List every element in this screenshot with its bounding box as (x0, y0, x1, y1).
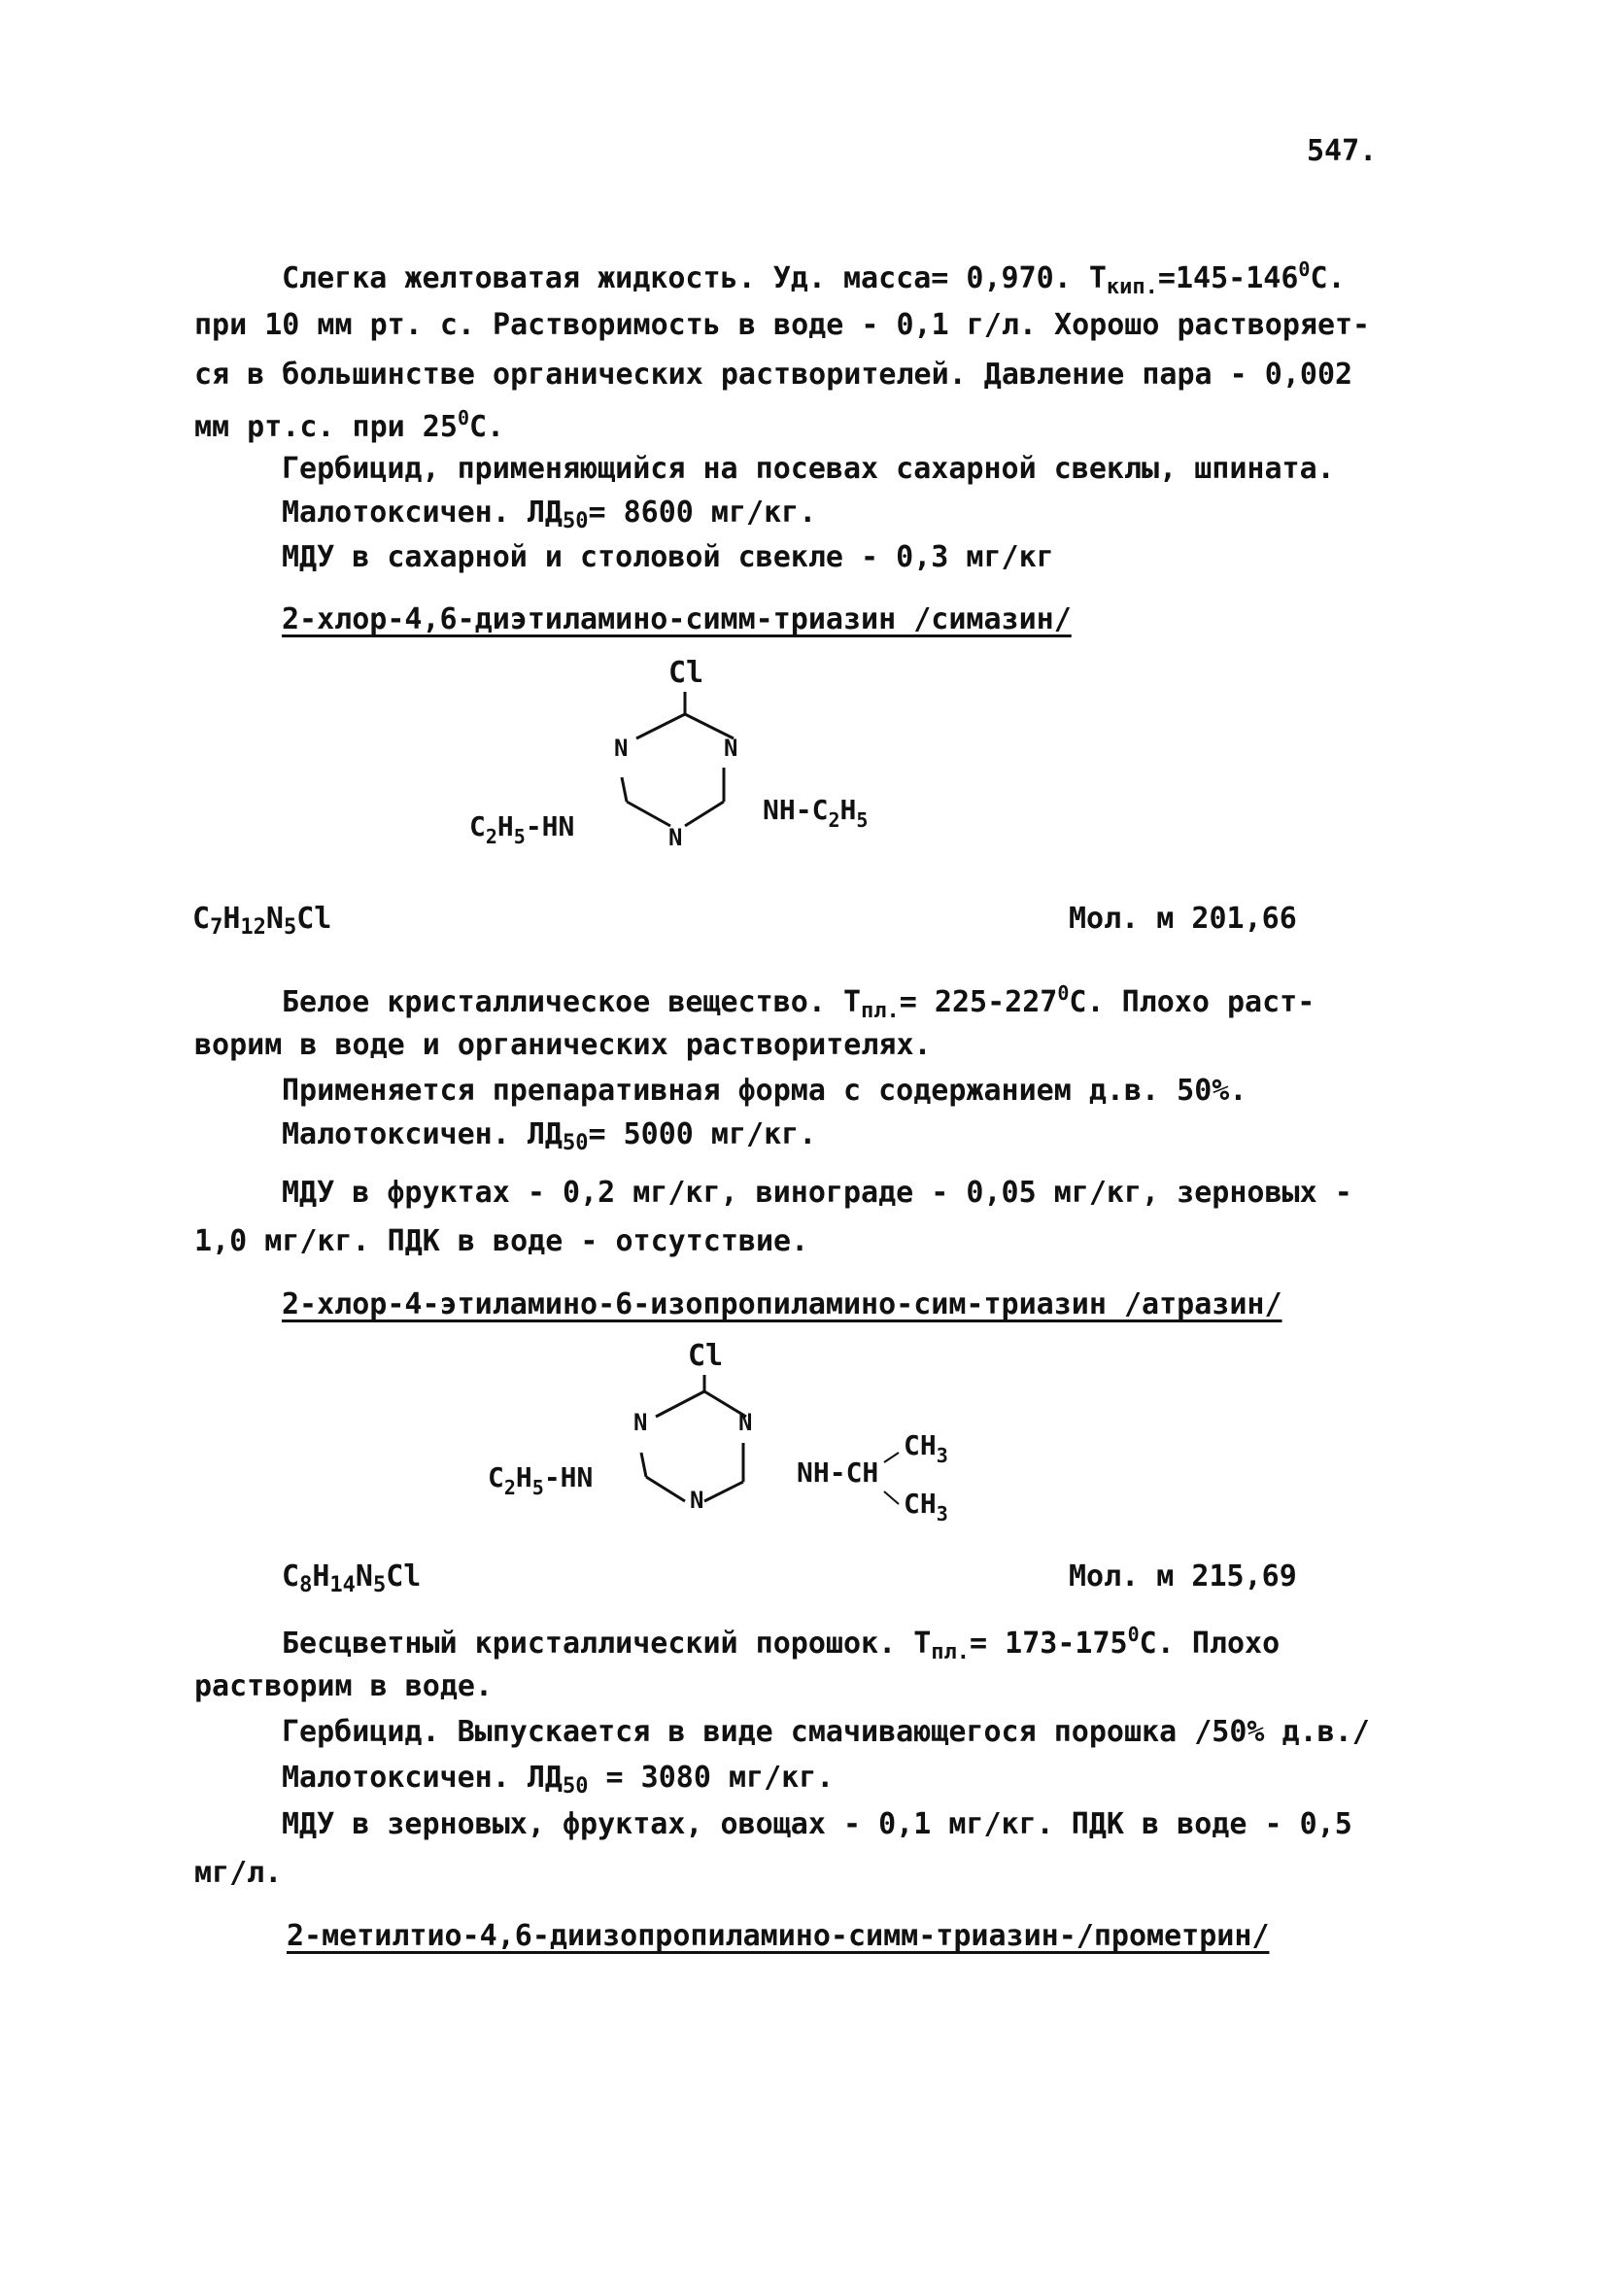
preamble-use: Гербицид, применяющийся на посевах сахарной свеклы, шпината. (282, 452, 1335, 486)
atrazine-desc-3: Гербицид. Выпускается в виде смачивающегося порошка /50% д.в./ (282, 1715, 1370, 1749)
simazine-cl: Cl (668, 656, 704, 690)
atrazine-desc-2: растворим в воде. (194, 1669, 494, 1703)
atrazine-ch3-lower: $CH_3$ (904, 1488, 948, 1525)
atrazine-pdk: мг/л. (194, 1856, 283, 1890)
preamble-mdu: МДУ в сахарной и столовой свекле - 0,3 мг/кг (282, 540, 1054, 574)
atrazine-right-substituent: NH-CH (797, 1456, 879, 1489)
atrazine-left-substituent: $C_2H_5-HN$ (488, 1461, 594, 1499)
simazine-desc-1: Белое кристаллическое вещество. $T_{пл.}= 225-227^0C$. Плохо раст- (282, 981, 1316, 1023)
simazine-pdk: 1,0 мг/кг. ПДК в воде - отсутствие. (194, 1224, 809, 1258)
simazine-mol-mass: Мол. м 201,66 (1069, 902, 1297, 936)
atrazine-toxicity: Малотоксичен. $ЛД_{50} = 3080$ мг/кг. (282, 1761, 835, 1799)
atrazine-n-left: N (633, 1409, 648, 1436)
atrazine-n-right: N (738, 1409, 753, 1436)
prometryn-heading: 2-метилтио-4,6-диизопропиламино-симм-триазин-/прометрин/ (287, 1919, 1270, 1953)
preamble-toxicity: Малотоксичен. $ЛД_{50}= 8600$ мг/кг. (282, 496, 817, 533)
preamble-line-1: Слегка желтоватая жидкость. Уд. масса= 0,970. $T_{кип.}=145-146^0C$. (282, 257, 1346, 299)
simazine-heading: 2-хлор-4,6-диэтиламино-симм-триазин /симазин/ (282, 602, 1072, 636)
preamble-line-2: при 10 мм рт. с. Растворимость в воде - 0,1 г/л. Хорошо растворяет- (194, 308, 1371, 342)
simazine-formula: $C_7H_{12}N_5Cl$ (192, 902, 332, 940)
atrazine-mol-mass: Мол. м 215,69 (1069, 1559, 1297, 1593)
simazine-n-right: N (724, 735, 738, 762)
preamble-line-4: мм рт.с. при $25^0C$. (194, 406, 505, 444)
simazine-left-substituent: $C_2H_5-HN$ (469, 810, 575, 848)
simazine-n-bottom: N (668, 824, 683, 851)
atrazine-desc-1: Бесцветный кристаллический порошок. $T_{пл.}= 173-175^0C$. Плохо (282, 1623, 1281, 1664)
simazine-n-left: N (614, 735, 629, 762)
atrazine-cl: Cl (688, 1339, 724, 1373)
preamble-line-3: ся в большинстве органических растворителей. Давление пара - 0,002 (194, 358, 1353, 392)
atrazine-ch3-upper: $CH_3$ (904, 1429, 948, 1467)
atrazine-heading: 2-хлор-4-этиламино-6-изопропиламино-сим-триазин /атразин/ (282, 1287, 1282, 1321)
simazine-right-substituent: $NH-C_2H_5$ (763, 794, 869, 832)
atrazine-mdu: МДУ в зерновых, фруктах, овощах - 0,1 мг/кг. ПДК в воде - 0,5 (282, 1807, 1352, 1841)
simazine-mdu: МДУ в фруктах - 0,2 мг/кг, винограде - 0,05 мг/кг, зерновых - (282, 1176, 1352, 1210)
simazine-toxicity: Малотоксичен. $ЛД_{50}= 5000$ мг/кг. (282, 1117, 817, 1155)
page-number: 547. (1307, 134, 1378, 168)
atrazine-formula: $C_8H_{14}N_5Cl$ (282, 1559, 422, 1597)
simazine-desc-3: Применяется препаративная форма с содержанием д.в. 50%. (282, 1074, 1247, 1108)
atrazine-n-bottom: N (690, 1487, 704, 1514)
simazine-desc-2: ворим в воде и органических растворителях. (194, 1028, 932, 1062)
